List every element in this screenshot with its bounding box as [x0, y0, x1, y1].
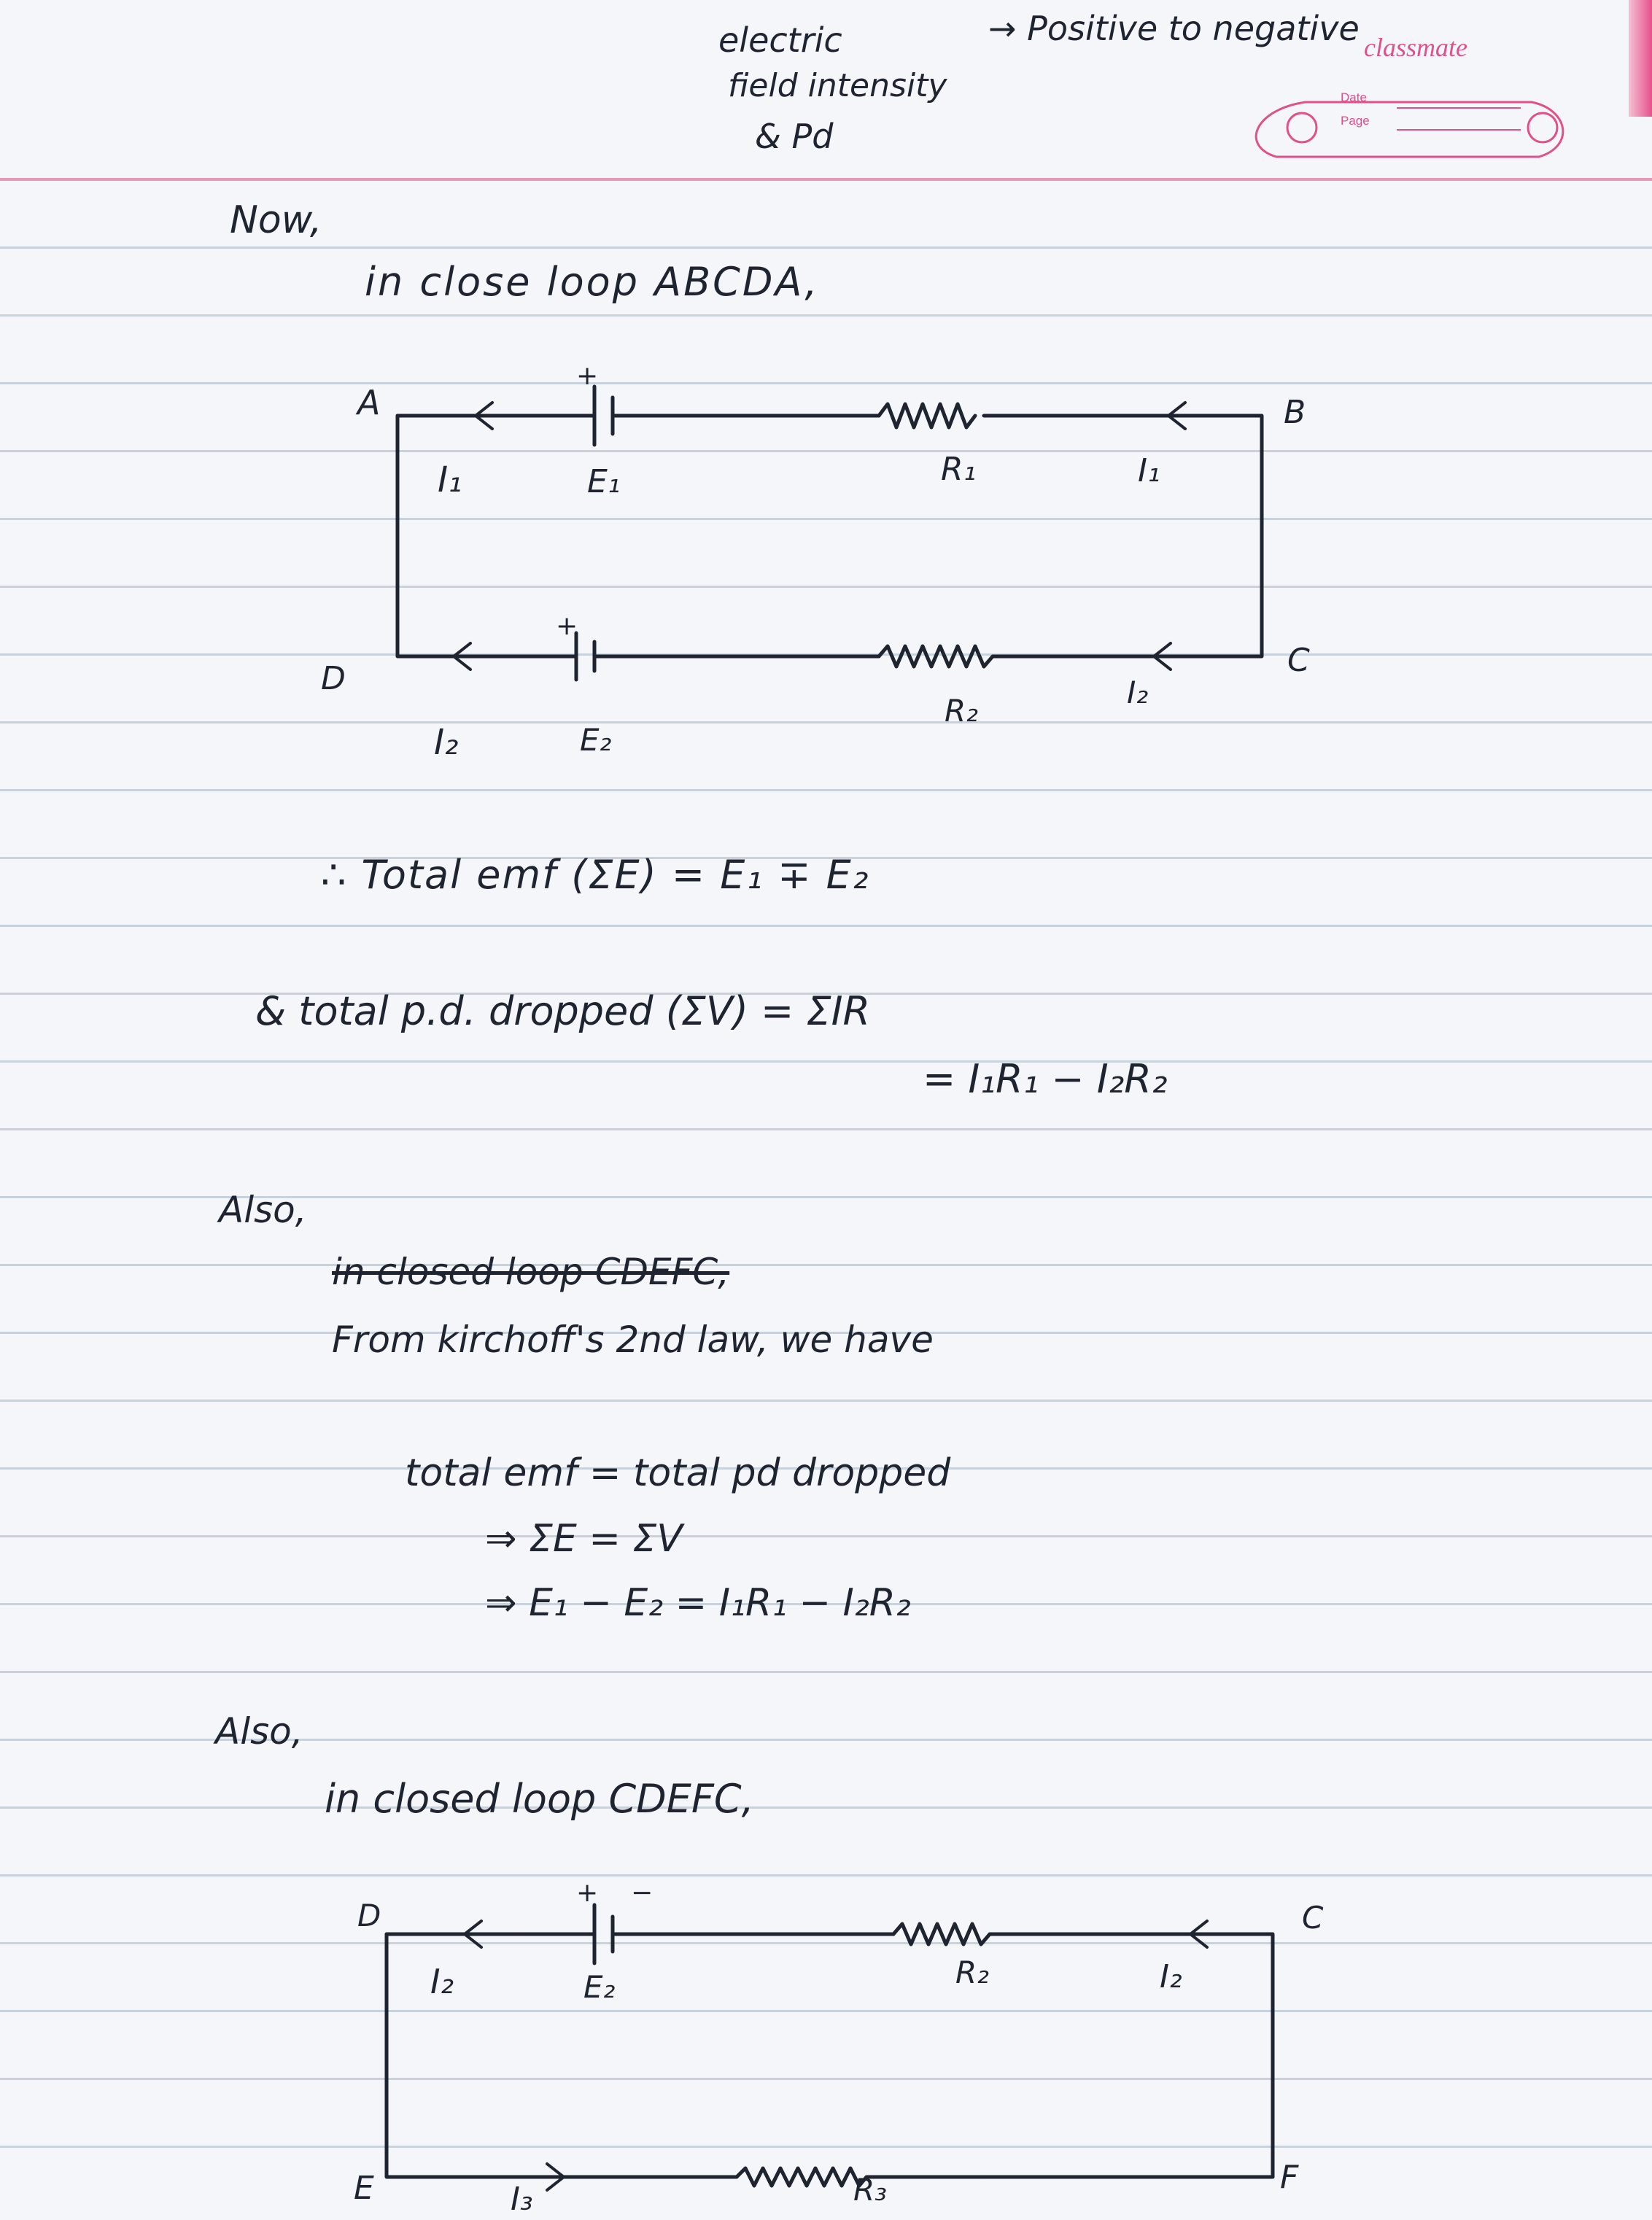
- total-emf-equation: ∴ Total emf (ΣE) = E₁ ∓ E₂: [321, 852, 870, 898]
- circuit1-r2-label: R₂: [945, 693, 979, 729]
- section3-loop-line: in closed loop CDEFC,: [325, 1776, 754, 1822]
- circuit1-cell-e1-label: E₁: [587, 463, 621, 500]
- circuit1-r1-label: R₁: [941, 451, 977, 488]
- brand-logo: classmate: [1364, 33, 1467, 62]
- page-number-label: Page: [1341, 114, 1370, 128]
- header-note-line2: field intensity: [728, 67, 947, 104]
- equation-e1-minus-e2: ⇒ E₁ − E₂ = I₁R₁ − I₂R₂: [485, 1581, 911, 1625]
- circuit2-cell-e2-label: E₂: [583, 1969, 616, 2005]
- circuit1-top-current-left: I₁: [438, 459, 462, 500]
- total-pd-equation: & total p.d. dropped (ΣV) = ΣIR: [255, 988, 871, 1034]
- date-label: Date: [1341, 90, 1367, 104]
- circuit1-cell-e2-label: E₂: [580, 722, 612, 758]
- section2-heading: Also,: [219, 1189, 307, 1231]
- circuit2-right-wire: [981, 1934, 1273, 2177]
- circuit1-node-a: A: [357, 383, 381, 422]
- section1-heading: Now,: [230, 198, 322, 242]
- circuit2-e2-minus: −: [631, 1878, 654, 1908]
- circuit2-node-d: D: [357, 1898, 381, 1933]
- circuit2-r3-label: R₃: [853, 2172, 888, 2208]
- circuit2-e2-plus: +: [576, 1878, 599, 1908]
- section1-loop-line: in close loop ABCDA,: [365, 259, 820, 305]
- circuit2-node-c: C: [1302, 1900, 1324, 1936]
- circuit2-node-f: F: [1280, 2159, 1299, 2196]
- equation-sum-e-sum-v: ⇒ ΣE = ΣV: [485, 1517, 683, 1561]
- section3-heading: Also,: [215, 1710, 303, 1753]
- header-note-line1: electric: [718, 20, 842, 60]
- circuit1-node-c: C: [1287, 642, 1310, 679]
- circuit1-node-d: D: [321, 660, 346, 697]
- header-arrow-note: → Positive to negative: [988, 9, 1360, 48]
- circuit2-bottom-current: I₃: [511, 2181, 533, 2218]
- circuit2-arrow-i2-left: [465, 1921, 514, 1947]
- circuit1-bottom-current-left: I₂: [434, 722, 459, 763]
- section2-loop-line-struck: in closed loop CDEFC,: [332, 1251, 730, 1293]
- circuit1-bottom-current-right: I₂: [1127, 675, 1149, 710]
- circuit2-node-e: E: [354, 2170, 374, 2207]
- circuit2-resistor-r2: [893, 1924, 990, 1944]
- circuit1-e1-plus: +: [576, 361, 599, 391]
- circuit2-top-current-left: I₂: [430, 1962, 454, 2001]
- circuit2-r2-label: R₂: [955, 1955, 990, 1990]
- circuit1-node-b: B: [1284, 394, 1306, 431]
- circuit1-e2-plus: +: [556, 611, 578, 641]
- total-pd-equation-continued: = I₁R₁ − I₂R₂: [923, 1056, 1168, 1102]
- kirchoff-law-line: From kirchoff's 2nd law, we have: [332, 1319, 934, 1361]
- circuit2-top-current-right: I₂: [1160, 1958, 1182, 1995]
- header-note-line3: & Pd: [755, 117, 834, 156]
- circuit1-top-current-right: I₁: [1138, 452, 1160, 489]
- equation-total-emf-pd: total emf = total pd dropped: [405, 1451, 951, 1495]
